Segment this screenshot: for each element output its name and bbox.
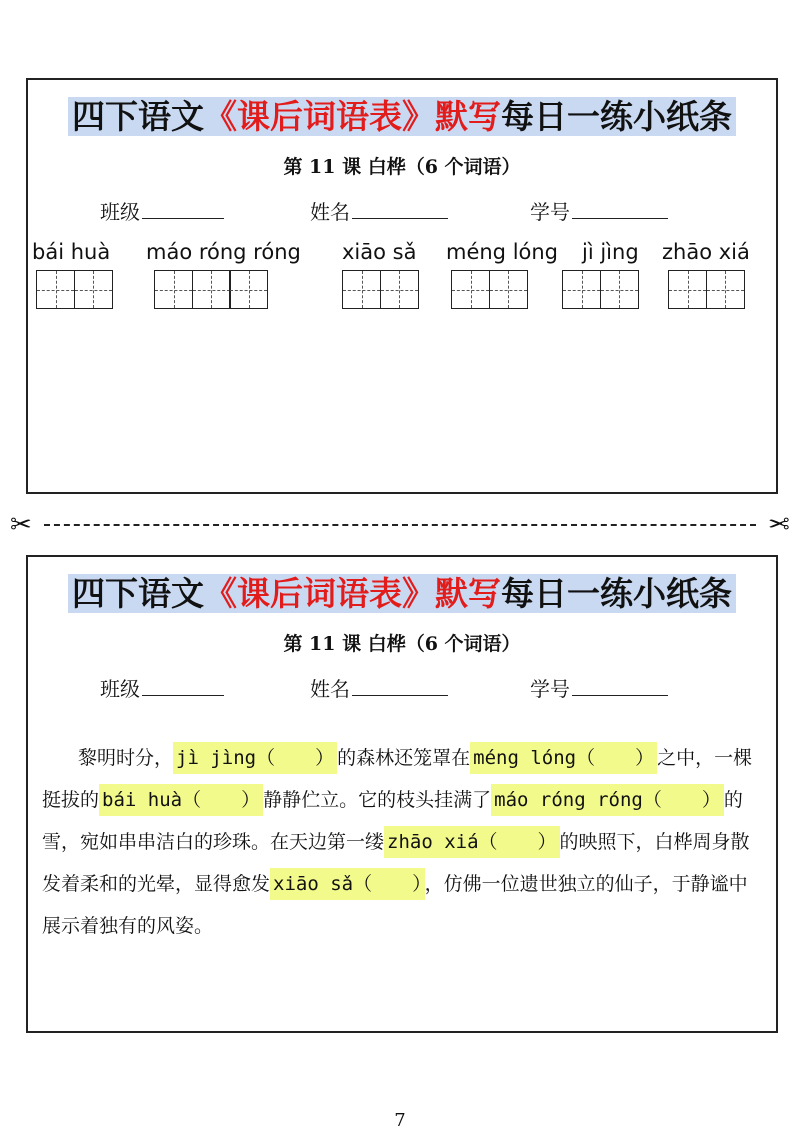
- blank-close: ）: [315, 747, 335, 769]
- name-label: 姓名: [310, 200, 350, 224]
- passage-text: 的森林还笼罩在: [337, 747, 471, 769]
- blank-close: ）: [701, 789, 721, 811]
- number-field: [530, 196, 668, 225]
- word-pinyin: méng lóng: [446, 240, 559, 264]
- passage-text: ，仿佛一位遗世独立的仙子，于静谧中展示着独有的风姿。: [42, 873, 748, 937]
- worksheet-title: [52, 92, 752, 142]
- blank-pinyin: bái huà（: [102, 789, 202, 811]
- number-blank[interactable]: [572, 200, 668, 219]
- blank-highlight[interactable]: [270, 868, 425, 900]
- writing-boxes[interactable]: [562, 270, 639, 309]
- title-part-3: 每日一练小纸条: [501, 574, 732, 613]
- title-part-2: 《课后词语表》默写: [204, 97, 501, 136]
- class-blank[interactable]: [142, 677, 224, 696]
- blank-highlight[interactable]: [470, 742, 657, 774]
- scissors-icon: ✂: [10, 510, 32, 540]
- writing-cell[interactable]: [229, 270, 268, 309]
- writing-cell[interactable]: [380, 270, 419, 309]
- name-field: [310, 196, 448, 225]
- blank-pinyin: xiāo sǎ（: [273, 873, 373, 895]
- name-field: [310, 673, 448, 702]
- word-item: [662, 238, 750, 309]
- class-label: 班级: [100, 677, 140, 701]
- passage-text: 静静伫立。它的枝头挂满了: [263, 789, 492, 811]
- writing-cell[interactable]: [600, 270, 639, 309]
- passage-text: 的雪，宛如串串洁白的珍珠。在天边第一缕: [42, 789, 743, 853]
- page-number: 7: [394, 1110, 406, 1131]
- writing-cell[interactable]: [668, 270, 707, 309]
- number-label: 学号: [530, 677, 570, 701]
- title-part-1: 四下语文: [72, 97, 204, 136]
- worksheet-title: [52, 569, 752, 619]
- word-pinyin: zhāo xiá: [662, 240, 750, 264]
- writing-boxes[interactable]: [451, 270, 558, 309]
- blank-highlight[interactable]: [99, 784, 263, 816]
- number-label: 学号: [530, 200, 570, 224]
- fill-in-passage: [42, 737, 762, 947]
- worksheet-card-top: [26, 78, 778, 494]
- writing-cell[interactable]: [154, 270, 193, 309]
- title-part-1: 四下语文: [72, 574, 204, 613]
- word-pinyin: xiāo sǎ: [342, 240, 417, 264]
- word-item: [342, 238, 419, 309]
- class-field: [100, 196, 224, 225]
- writing-boxes[interactable]: [36, 270, 113, 309]
- writing-cell[interactable]: [36, 270, 75, 309]
- word-pinyin: jì jìng: [582, 240, 639, 264]
- passage-text: 黎明时分，: [78, 747, 174, 769]
- worksheet-card-bottom: [26, 555, 778, 1033]
- word-pinyin: máo róng róng: [146, 240, 301, 264]
- blank-pinyin: máo róng róng（: [494, 789, 662, 811]
- blank-highlight[interactable]: [384, 826, 560, 858]
- passage-text: 之中，一棵挺拔的: [42, 747, 753, 811]
- scissors-icon: ✂: [768, 510, 790, 540]
- blank-close: ）: [635, 747, 655, 769]
- writing-boxes[interactable]: [668, 270, 750, 309]
- name-label: 姓名: [310, 677, 350, 701]
- blank-pinyin: zhāo xiá（: [387, 831, 498, 853]
- class-label: 班级: [100, 200, 140, 224]
- writing-cell[interactable]: [489, 270, 528, 309]
- name-blank[interactable]: [352, 200, 448, 219]
- writing-cell[interactable]: [562, 270, 601, 309]
- class-field: [100, 673, 224, 702]
- class-blank[interactable]: [142, 200, 224, 219]
- writing-boxes[interactable]: [342, 270, 419, 309]
- blank-close: ）: [412, 873, 422, 895]
- writing-cell[interactable]: [74, 270, 113, 309]
- cut-line: [0, 510, 800, 540]
- word-item: [32, 238, 113, 309]
- title-part-3: 每日一练小纸条: [501, 97, 732, 136]
- blank-highlight[interactable]: [173, 742, 337, 774]
- word-item: [562, 238, 639, 309]
- writing-cell[interactable]: [706, 270, 745, 309]
- name-blank[interactable]: [352, 677, 448, 696]
- writing-boxes[interactable]: [154, 270, 301, 309]
- title-part-2: 《课后词语表》默写: [204, 574, 501, 613]
- passage-text: 的映照下，白桦周身散发着柔和的光晕，显得愈发: [42, 831, 750, 895]
- writing-cell[interactable]: [451, 270, 490, 309]
- word-item: [446, 238, 558, 309]
- blank-pinyin: jì jìng（: [176, 747, 276, 769]
- dashed-divider: [44, 524, 756, 526]
- word-item: [146, 238, 301, 309]
- blank-highlight[interactable]: [491, 784, 724, 816]
- writing-cell[interactable]: [192, 270, 231, 309]
- blank-close: ）: [241, 789, 261, 811]
- blank-pinyin: méng lóng（: [473, 747, 596, 769]
- lesson-subtitle: 第 11 课 白桦（6 个词语）: [283, 156, 521, 178]
- word-pinyin: bái huà: [32, 240, 111, 264]
- number-field: [530, 673, 668, 702]
- lesson-subtitle: 第 11 课 白桦（6 个词语）: [283, 633, 521, 655]
- number-blank[interactable]: [572, 677, 668, 696]
- writing-cell[interactable]: [342, 270, 381, 309]
- blank-close: ）: [537, 831, 557, 853]
